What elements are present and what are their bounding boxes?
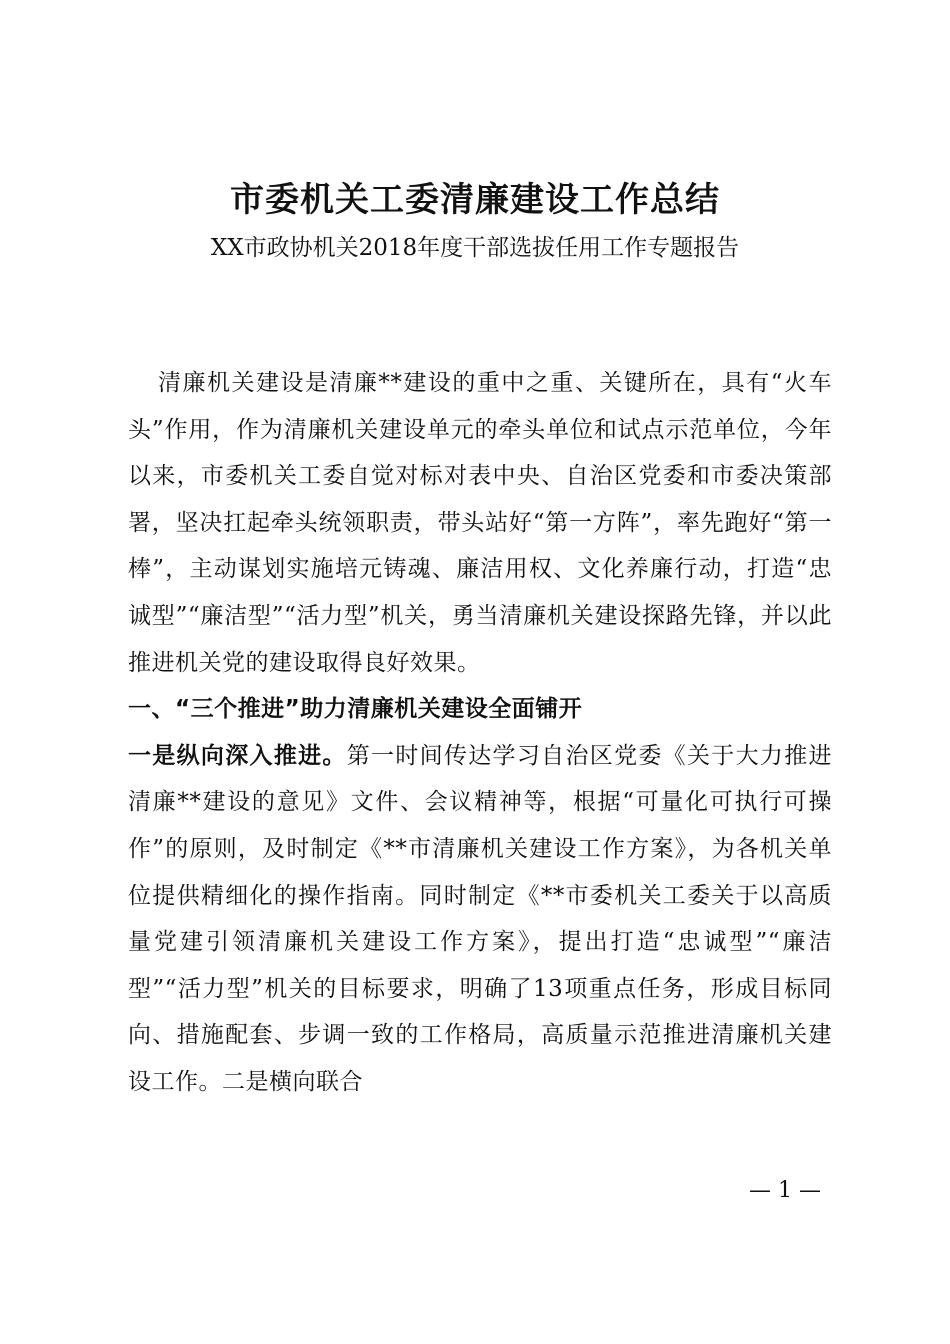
document-title: 市委机关工委清廉建设工作总结 bbox=[230, 180, 720, 220]
intro-paragraph: 清廉机关建设是清廉**建设的重中之重、关键所在，具有“火车头”作用，作为清廉机关建设单元的牵头单位和试点示范单位，今年以来，市委机关工委自觉对标对表中央、自治区党委和市委决策部署，坚决扛起牵头统领职责，带头站好“第一方阵”，率先跑好“第一棒”，主动谋划实施培元铸魂、廉洁用权、文化养廉行动，打造“忠诚型”“廉洁型”“活力型”机关，勇当清廉机关建设探路先锋，并以此推进机关党的建设取得良好效果。 bbox=[128, 370, 832, 676]
section-paragraph bbox=[128, 733, 832, 1106]
document-subtitle: XX市政协机关2018年度干部选拔任用工作专题报告 bbox=[210, 235, 740, 261]
document-body bbox=[128, 360, 832, 1106]
page-number: — 1 — bbox=[749, 1178, 821, 1203]
paragraph-text: 第一时间传达学习自治区党委《关于大力推进清廉**建设的意见》文件、会议精神等，根据“可量化可执行可操作”的原则，及时制定《**市清廉机关建设工作方案》，为各机关单位提供精细化的操作指南。同时制定《**市委机关工委关于以高质量党建引领清廉机关建设工作方案》，提出打造“忠诚型”“廉洁型”“活力型”机关的目标要求，明确了13项重点任务，形成目标同向、措施配套、步调一致的工作格局，高质量示范推进清廉机关建设工作。二是横向联合 bbox=[128, 742, 833, 1095]
section-heading: 一、“三个推进”助力清廉机关建设全面铺开 bbox=[128, 696, 583, 723]
paragraph-lead: 一是纵向深入推进。 bbox=[128, 742, 347, 769]
